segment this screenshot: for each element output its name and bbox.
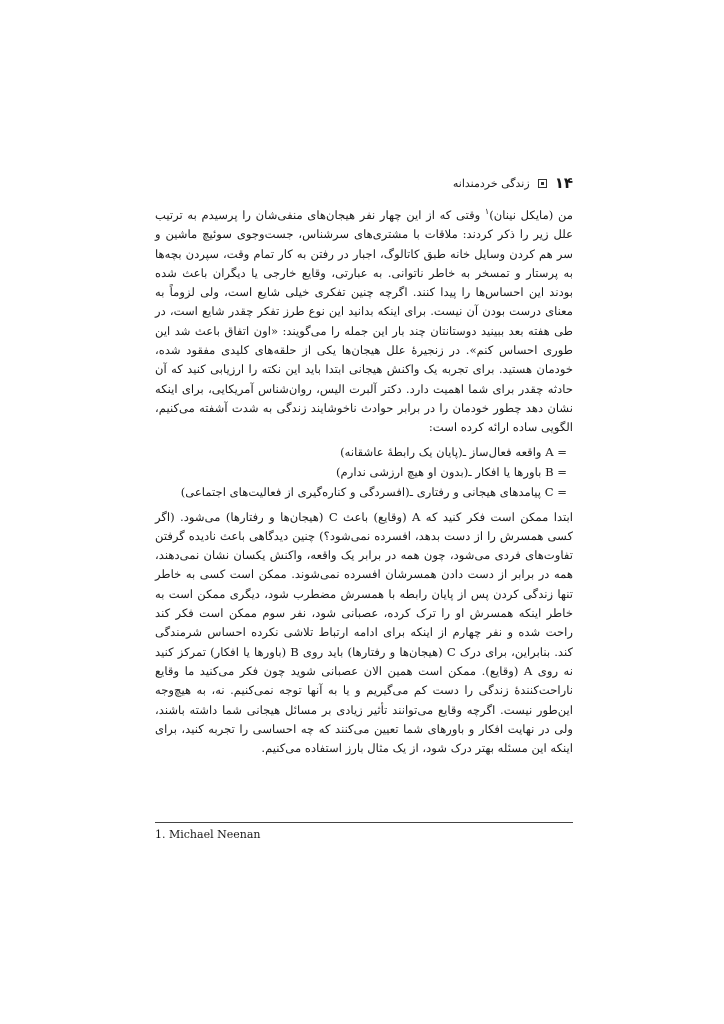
abc-item-b bbox=[155, 462, 567, 482]
paragraph-1-start: من (مایکل نینان) bbox=[489, 208, 573, 222]
abc-item-c bbox=[155, 482, 567, 502]
abc-item-a bbox=[155, 442, 567, 462]
paragraph-1-rest: وقتی که از این چهار نفر هیجان‌های منفی‌شان را پرسیدم به ترتیب علل زیر را ذکر کردند: ملاقات با مشتری‌های سرشناس، جست‌وجوی سوئیچ ماشین و سر هم کردن وسایل خانه طبق کاتالوگ، اجبار در رفتن به کار تمام وقت، سپردن بچه‌ها به پرستار و تمسخر به خاطر ناتوانی. به عبارتی، وقایع خارجی یا دیگران باعث شده بودند این احساس‌ها را پیدا کنند. اگرچه چنین تفکری خیلی شایع است، ولی لزوماً به معنای درست بودن آن نیست. برای اینکه بدانید این نوع طرز تفکر چقدر شایع است، در طی هفته بعد ببینید دوستانتان چند بار این جمله را می‌گویند: «اون اتفاق باعث شد این طوری احساس کنم». در زنجیرهٔ علل هیجان‌ها یکی از حلقه‌های کلیدی مفقود شده، خودمان هستید. برای تجربه یک واکنش هیجانی ابتدا باید این نکته را ارزیابی کنید که آن حادثه چقدر برای شما اهمیت دارد. دکتر آلبرت الیس، روان‌شناس آمریکایی، برای اینکه نشان دهد چطور خودمان را در برابر حوادث ناخوشایند زندگی به شدت آشفته می‌کنیم، الگویی ساده ارائه کرده است: bbox=[155, 208, 573, 435]
body-text bbox=[155, 206, 573, 758]
abc-text-c: پیامدهای هیجانی و رفتاری ـ(افسردگی و کناره‌گیری از فعالیت‌های اجتماعی) bbox=[180, 484, 542, 499]
abc-key-b: B = bbox=[545, 464, 567, 479]
abc-model-list bbox=[155, 442, 573, 502]
page-header bbox=[155, 172, 573, 194]
abc-key-c: C = bbox=[544, 484, 567, 499]
abc-text-b: باورها یا افکار ـ(بدون او هیچ ارزشی ندارم) bbox=[336, 464, 542, 479]
abc-text-a: واقعه فعال‌ساز ـ(پایان یک رابطهٔ عاشقانه) bbox=[340, 444, 542, 459]
paragraph-2-text: ابتدا ممکن است فکر کنید که A (وقایع) باعث C (هیجان‌ها و رفتارها) می‌شود. (اگر کسی همسرش را از دست بدهد، افسرده نمی‌شود؟) چنین دیدگاهی باعث نادیده گرفتن تفاوت‌های فردی می‌شود، چون همه در برابر یک واقعه، واکنش یکسان نشان نمی‌دهند، همه در برابر از دست دادن همسرشان افسرده نمی‌شوند. ممکن است کسی به خاطر تنها زندگی کردن پس از پایان رابطه با همسرش مضطرب شود، دیگری ممکن است به خاطر اینکه همسرش او را ترک کرده، عصبانی شود، نفر سوم ممکن است فکر کند راحت شده و نفر چهارم از اینکه برای ادامه ارتباط تلاشی نکرده احساس شرمندگی کند. بنابراین، برای درک C (هیجان‌ها و رفتارها) باید روی B (باورها یا افکار) تمرکز کنید نه روی A (وقایع). ممکن است همین الان عصبانی شوید چون فکر می‌کنید ما وقایع ناراحت‌کنندهٔ زندگی را دست کم می‌گیریم و یا به آنها توجه نمی‌کنیم. نه، به هیچ‌وجه این‌طور نیست. اگرچه وقایع می‌توانند تأثیر زیادی بر مسائل هیجانی شما داشته باشند، ولی در نهایت افکار و باورهای شما تعیین می‌کنند که چه احساسی را تجربه کنید، برای اینکه این مسئله بهتر درک شود، از یک مثال بارز استفاده می‌کنیم. bbox=[155, 509, 574, 756]
paragraph-1 bbox=[155, 206, 573, 438]
footnote-divider bbox=[155, 822, 573, 823]
running-title: زندگی خردمندانه bbox=[452, 176, 530, 190]
footnote-reference: ۱ bbox=[484, 207, 490, 217]
abc-key-a: A = bbox=[545, 444, 567, 459]
square-bullet-icon bbox=[538, 179, 547, 188]
page-number: ۱۴ bbox=[554, 174, 573, 192]
paragraph-2 bbox=[155, 508, 573, 759]
footnote: 1. Michael Neenan bbox=[155, 828, 261, 841]
